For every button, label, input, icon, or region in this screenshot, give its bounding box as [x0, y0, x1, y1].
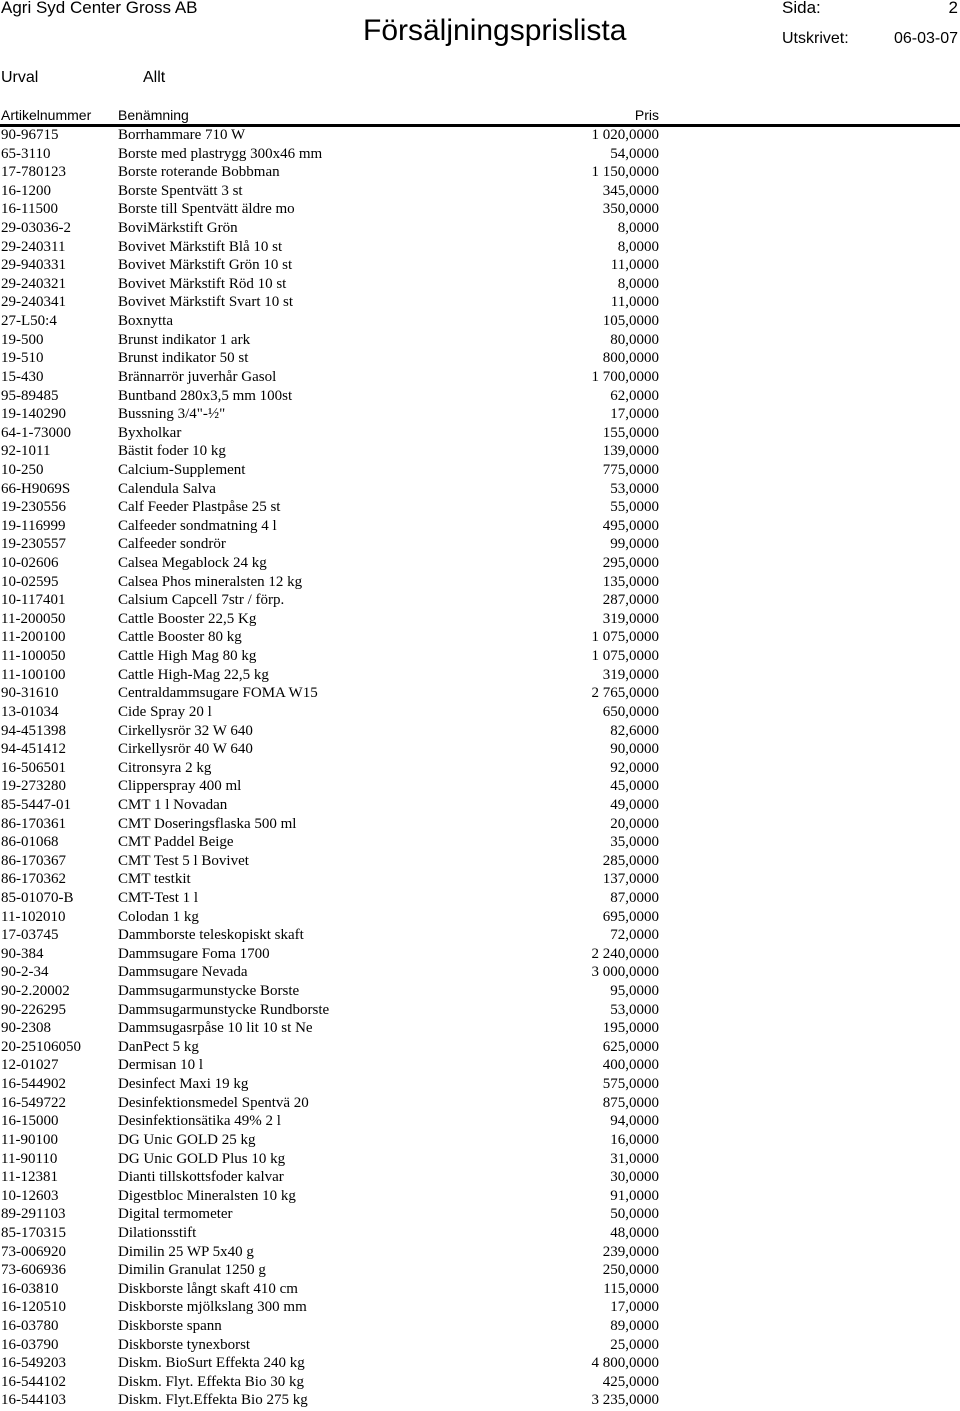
article-number: 85-5447-01 — [1, 796, 71, 813]
table-row — [0, 1131, 960, 1150]
item-price: 80,0000 — [610, 331, 659, 348]
article-number: 27-L50:4 — [1, 313, 57, 330]
item-price: 195,0000 — [602, 1020, 659, 1037]
item-price: 8,0000 — [617, 220, 659, 237]
article-number: 90-384 — [1, 945, 44, 962]
item-name: Diskborste mjölkslang 300 mm — [118, 1299, 307, 1316]
table-row — [0, 480, 960, 499]
article-number: 10-117401 — [1, 592, 66, 609]
item-price: 35,0000 — [610, 834, 659, 851]
table-row — [0, 722, 960, 741]
article-number: 64-1-73000 — [1, 424, 71, 441]
article-number: 19-116999 — [1, 517, 66, 534]
item-name: Digestbloc Mineralsten 10 kg — [118, 1187, 296, 1204]
article-number: 85-01070-B — [1, 889, 74, 906]
article-number: 13-01034 — [1, 703, 59, 720]
item-name: Brunst indikator 50 st — [118, 350, 249, 367]
item-price: 4 800,0000 — [591, 1355, 659, 1372]
article-number: 11-90100 — [1, 1131, 58, 1148]
item-name: Buntband 280x3,5 mm 100st — [118, 387, 293, 404]
company-name: Agri Syd Center Gross AB — [1, 0, 198, 17]
item-name: CMT 1 l Novadan — [118, 796, 228, 813]
item-name: Diskborste långt skaft 410 cm — [118, 1280, 298, 1297]
item-price: 49,0000 — [610, 796, 659, 813]
item-price: 1 075,0000 — [591, 629, 659, 646]
item-price: 295,0000 — [602, 555, 659, 572]
article-number: 20-25106050 — [1, 1038, 81, 1055]
article-number: 16-544902 — [1, 1076, 66, 1093]
item-price: 25,0000 — [610, 1336, 659, 1353]
table-row — [0, 666, 960, 685]
item-price: 91,0000 — [610, 1187, 659, 1204]
item-price: 115,0000 — [603, 1280, 659, 1297]
article-number: 11-200050 — [1, 610, 66, 627]
table-row — [0, 517, 960, 536]
table-row — [0, 815, 960, 834]
article-number: 12-01027 — [1, 1057, 59, 1074]
item-price: 1 075,0000 — [591, 648, 659, 665]
article-number: 10-12603 — [1, 1187, 59, 1204]
item-name: Bästit foder 10 kg — [118, 443, 226, 460]
item-price: 54,0000 — [610, 145, 659, 162]
article-number: 29-240311 — [1, 238, 66, 255]
item-name: Dermisan 10 l — [118, 1057, 203, 1074]
item-price: 425,0000 — [602, 1373, 659, 1390]
item-price: 48,0000 — [610, 1224, 659, 1241]
table-row — [0, 740, 960, 759]
table-row — [0, 535, 960, 554]
table-row — [0, 908, 960, 927]
item-name: DG Unic GOLD 25 kg — [118, 1131, 256, 1148]
item-name: DanPect 5 kg — [118, 1038, 199, 1055]
table-row — [0, 1391, 960, 1410]
item-name: Brunst indikator 1 ark — [118, 331, 251, 348]
article-number: 10-02595 — [1, 573, 59, 590]
table-row — [0, 870, 960, 889]
item-price: 575,0000 — [602, 1076, 659, 1093]
article-number: 16-506501 — [1, 759, 66, 776]
item-price: 94,0000 — [610, 1113, 659, 1130]
item-name: Cattle Booster 22,5 Kg — [118, 610, 257, 627]
table-row — [0, 145, 960, 164]
item-name: Citronsyra 2 kg — [118, 759, 212, 776]
article-number: 16-549203 — [1, 1355, 66, 1372]
item-name: Bovivet Märkstift Blå 10 st — [118, 238, 283, 255]
article-number: 19-140290 — [1, 406, 66, 423]
page-label: Sida: — [782, 0, 821, 17]
item-name: Bovivet Märkstift Röd 10 st — [118, 275, 287, 292]
article-number: 90-2-34 — [1, 964, 49, 981]
item-name: Borste med plastrygg 300x46 mm — [118, 145, 323, 162]
table-row — [0, 424, 960, 443]
item-price: 625,0000 — [602, 1038, 659, 1055]
article-number: 73-606936 — [1, 1262, 66, 1279]
article-number: 90-2308 — [1, 1020, 51, 1037]
article-number: 86-01068 — [1, 834, 59, 851]
item-name: Dammsugasrpåse 10 lit 10 st Ne — [118, 1020, 313, 1037]
table-row — [0, 628, 960, 647]
document-title: Försäljningsprislista — [363, 14, 627, 47]
table-row — [0, 963, 960, 982]
item-price: 31,0000 — [610, 1150, 659, 1167]
article-number: 11-102010 — [1, 908, 66, 925]
item-price: 239,0000 — [602, 1243, 659, 1260]
item-price: 30,0000 — [610, 1169, 659, 1186]
item-name: Diskborste spann — [118, 1318, 222, 1334]
table-row — [0, 163, 960, 182]
table-row — [0, 405, 960, 424]
item-price: 17,0000 — [610, 1299, 659, 1316]
column-header-price: Pris — [634, 107, 659, 123]
item-price: 345,0000 — [602, 182, 659, 199]
article-number: 90-2.20002 — [1, 983, 70, 1000]
item-name: Desinfektionsmedel Spentvä 20 — [118, 1094, 309, 1111]
article-number: 19-500 — [1, 331, 44, 348]
table-row — [0, 591, 960, 610]
article-number: 29-240321 — [1, 275, 66, 292]
item-price: 53,0000 — [610, 1001, 659, 1018]
item-name: CMT-Test 1 l — [118, 889, 199, 906]
item-name: Cattle Booster 80 kg — [118, 629, 242, 646]
article-number: 19-230556 — [1, 499, 66, 516]
article-number: 11-100050 — [1, 648, 66, 665]
item-name: Borste roterande Bobbman — [118, 164, 280, 181]
article-number: 16-1200 — [1, 182, 51, 199]
item-name: Calsium Capcell 7str / förp. — [118, 592, 285, 609]
item-price: 82,6000 — [610, 722, 659, 739]
item-name: Bovivet Märkstift Svart 10 st — [118, 294, 293, 311]
item-name: Dilationsstift — [118, 1224, 197, 1241]
item-price: 1 020,0000 — [591, 127, 659, 143]
item-price: 8,0000 — [617, 275, 659, 292]
article-number: 94-451398 — [1, 722, 66, 739]
article-number: 92-1011 — [1, 443, 51, 460]
item-name: Dammsugarmunstycke Rundborste — [118, 1001, 330, 1018]
item-price: 20,0000 — [610, 815, 659, 832]
article-number: 11-200100 — [1, 629, 66, 646]
item-name: Dammsugare Foma 1700 — [118, 945, 270, 962]
item-name: Bussning 3/4"-½" — [118, 406, 226, 423]
table-row — [0, 238, 960, 257]
article-number: 16-120510 — [1, 1299, 66, 1316]
item-price: 135,0000 — [602, 573, 659, 590]
item-price: 2 765,0000 — [591, 685, 659, 702]
table-row — [0, 1001, 960, 1020]
article-number: 86-170367 — [1, 852, 66, 869]
table-row — [0, 1336, 960, 1355]
item-price: 875,0000 — [602, 1094, 659, 1111]
table-row — [0, 498, 960, 517]
printed-label: Utskrivet: — [782, 30, 849, 47]
article-number: 16-15000 — [1, 1113, 59, 1130]
table-row — [0, 1112, 960, 1131]
table-row — [0, 982, 960, 1001]
page-number: 2 — [948, 0, 958, 17]
article-number: 73-006920 — [1, 1243, 66, 1260]
article-number: 86-170362 — [1, 871, 66, 888]
item-price: 53,0000 — [610, 480, 659, 497]
table-row — [0, 833, 960, 852]
item-name: Clipperspray 400 ml — [118, 778, 242, 795]
table-row — [0, 573, 960, 592]
item-name: Calsea Megablock 24 kg — [118, 555, 267, 572]
item-price: 3 000,0000 — [591, 964, 659, 981]
table-row — [0, 312, 960, 331]
table-row — [0, 293, 960, 312]
table-row — [0, 796, 960, 815]
table-row — [0, 1205, 960, 1224]
item-name: Boxnytta — [118, 313, 173, 330]
item-price: 319,0000 — [602, 666, 659, 683]
item-price: 650,0000 — [602, 703, 659, 720]
item-name: BoviMärkstift Grön — [118, 220, 238, 237]
article-number: 15-430 — [1, 368, 44, 385]
item-price: 137,0000 — [602, 871, 659, 888]
article-number: 94-451412 — [1, 741, 66, 758]
item-name: Cattle High Mag 80 kg — [118, 648, 257, 665]
table-row — [0, 703, 960, 722]
item-price: 3 235,0000 — [591, 1392, 659, 1409]
item-name: Borrhammare 710 W — [118, 127, 246, 143]
item-name: Diskm. Flyt. Effekta Bio 30 kg — [118, 1373, 304, 1390]
table-row — [0, 945, 960, 964]
item-name: Borste till Spentvätt äldre mo — [118, 201, 295, 218]
article-number: 17-780123 — [1, 164, 66, 181]
item-name: Calf Feeder Plastpåse 25 st — [118, 499, 281, 516]
column-header-name: Benämning — [118, 107, 189, 123]
item-price: 695,0000 — [602, 908, 659, 925]
item-price: 72,0000 — [610, 927, 659, 944]
item-name: CMT testkit — [118, 871, 191, 888]
item-price: 139,0000 — [602, 443, 659, 460]
article-number: 16-544102 — [1, 1373, 66, 1390]
price-table — [0, 126, 960, 1410]
table-row — [0, 1094, 960, 1113]
table-row — [0, 1373, 960, 1392]
item-name: Dammborste teleskopiskt skaft — [118, 927, 304, 944]
item-price: 400,0000 — [602, 1057, 659, 1074]
article-number: 16-03810 — [1, 1280, 59, 1297]
item-name: Digital termometer — [118, 1206, 233, 1223]
table-row — [0, 1280, 960, 1299]
article-number: 16-11500 — [1, 201, 58, 218]
article-number: 17-03745 — [1, 927, 59, 944]
item-name: Cide Spray 20 l — [118, 703, 212, 720]
table-row — [0, 1354, 960, 1373]
item-name: Byxholkar — [118, 424, 182, 441]
item-name: DG Unic GOLD Plus 10 kg — [118, 1150, 286, 1167]
item-price: 495,0000 — [602, 517, 659, 534]
table-row — [0, 1298, 960, 1317]
table-row — [0, 349, 960, 368]
item-name: CMT Doseringsflaska 500 ml — [118, 815, 297, 832]
item-price: 50,0000 — [610, 1206, 659, 1223]
item-name: Desinfektionsätika 49% 2 l — [118, 1113, 281, 1130]
item-name: Dimilin Granulat 1250 g — [118, 1262, 266, 1279]
item-price: 350,0000 — [602, 201, 659, 218]
table-row — [0, 1243, 960, 1262]
item-name: Calendula Salva — [118, 480, 216, 497]
table-row — [0, 182, 960, 201]
article-number: 95-89485 — [1, 387, 59, 404]
item-name: Centraldammsugare FOMA W15 — [118, 685, 318, 702]
table-row — [0, 759, 960, 778]
item-price: 155,0000 — [602, 424, 659, 441]
item-name: Dimilin 25 WP 5x40 g — [118, 1243, 254, 1260]
article-number: 29-940331 — [1, 257, 66, 274]
article-number: 86-170361 — [1, 815, 66, 832]
table-row — [0, 1075, 960, 1094]
table-row — [0, 126, 960, 145]
item-price: 775,0000 — [602, 461, 659, 478]
table-row — [0, 647, 960, 666]
article-number: 19-230557 — [1, 536, 66, 553]
article-number: 16-03780 — [1, 1318, 59, 1334]
item-price: 800,0000 — [602, 350, 659, 367]
article-number: 66-H9069S — [1, 480, 71, 497]
selection-value: Allt — [143, 69, 166, 86]
article-number: 65-3110 — [1, 145, 51, 162]
table-row — [0, 1038, 960, 1057]
table-row — [0, 610, 960, 629]
table-row — [0, 1150, 960, 1169]
table-row — [0, 684, 960, 703]
article-number: 10-02606 — [1, 555, 59, 572]
article-number: 89-291103 — [1, 1206, 66, 1223]
article-number: 90-31610 — [1, 685, 59, 702]
table-row — [0, 1261, 960, 1280]
item-price: 2 240,0000 — [591, 945, 659, 962]
article-number: 11-100100 — [1, 666, 66, 683]
item-price: 16,0000 — [610, 1131, 659, 1148]
item-name: Diskborste tynexborst — [118, 1336, 251, 1353]
article-number: 16-544103 — [1, 1392, 66, 1409]
table-row — [0, 1019, 960, 1038]
table-row — [0, 200, 960, 219]
item-price: 287,0000 — [602, 592, 659, 609]
item-name: Dammsugare Nevada — [118, 964, 248, 981]
table-row — [0, 1168, 960, 1187]
article-number: 90-96715 — [1, 127, 59, 143]
table-row — [0, 554, 960, 573]
article-number: 29-03036-2 — [1, 220, 71, 237]
item-price: 89,0000 — [610, 1318, 659, 1334]
item-price: 55,0000 — [610, 499, 659, 516]
item-price: 285,0000 — [602, 852, 659, 869]
item-price: 99,0000 — [610, 536, 659, 553]
table-row — [0, 387, 960, 406]
table-row — [0, 1317, 960, 1336]
item-name: Brännarrör juverhår Gasol — [118, 368, 277, 385]
item-name: Calfeeder sondrör — [118, 536, 226, 553]
table-row — [0, 256, 960, 275]
item-price: 92,0000 — [610, 759, 659, 776]
item-name: Cirkellysrör 32 W 640 — [118, 722, 253, 739]
article-number: 10-250 — [1, 461, 44, 478]
item-name: CMT Test 5 l Bovivet — [118, 852, 249, 869]
selection-label: Urval — [1, 69, 39, 86]
item-name: Colodan 1 kg — [118, 908, 199, 925]
article-number: 90-226295 — [1, 1001, 66, 1018]
item-name: Dianti tillskottsfoder kalvar — [118, 1169, 284, 1186]
table-row — [0, 461, 960, 480]
table-row — [0, 889, 960, 908]
table-row — [0, 275, 960, 294]
item-price: 17,0000 — [610, 406, 659, 423]
item-name: Dammsugarmunstycke Borste — [118, 983, 300, 1000]
item-price: 11,0000 — [610, 257, 659, 274]
item-price: 1 700,0000 — [591, 368, 659, 385]
article-number: 11-90110 — [1, 1150, 58, 1167]
article-number: 11-12381 — [1, 1169, 58, 1186]
item-price: 250,0000 — [602, 1262, 659, 1279]
item-name: Cattle High-Mag 22,5 kg — [118, 666, 269, 683]
printed-date: 06-03-07 — [893, 30, 958, 47]
article-number: 19-510 — [1, 350, 44, 367]
item-name: Desinfect Maxi 19 kg — [118, 1076, 249, 1093]
item-price: 8,0000 — [617, 238, 659, 255]
article-number: 29-240341 — [1, 294, 66, 311]
table-row — [0, 219, 960, 238]
item-name: Cirkellysrör 40 W 640 — [118, 741, 253, 758]
table-row — [0, 368, 960, 387]
item-name: CMT Paddel Beige — [118, 834, 234, 851]
table-row — [0, 331, 960, 350]
article-number: 85-170315 — [1, 1224, 66, 1241]
article-number: 16-03790 — [1, 1336, 59, 1353]
item-price: 95,0000 — [610, 983, 659, 1000]
item-name: Bovivet Märkstift Grön 10 st — [118, 257, 293, 274]
item-price: 87,0000 — [610, 889, 659, 906]
table-row — [0, 1187, 960, 1206]
item-name: Diskm. BioSurt Effekta 240 kg — [118, 1355, 305, 1372]
article-number: 16-549722 — [1, 1094, 66, 1111]
table-row — [0, 777, 960, 796]
table-row — [0, 852, 960, 871]
table-row — [0, 442, 960, 461]
article-number: 19-273280 — [1, 778, 66, 795]
item-price: 1 150,0000 — [591, 164, 659, 181]
item-name: Calfeeder sondmatning 4 l — [118, 517, 277, 534]
item-name: Borste Spentvätt 3 st — [118, 182, 243, 199]
item-price: 45,0000 — [610, 778, 659, 795]
table-row — [0, 926, 960, 945]
item-name: Calsea Phos mineralsten 12 kg — [118, 573, 303, 590]
item-name: Diskm. Flyt.Effekta Bio 275 kg — [118, 1392, 308, 1409]
column-header-article: Artikelnummer — [1, 107, 92, 123]
item-price: 105,0000 — [602, 313, 659, 330]
item-price: 62,0000 — [610, 387, 659, 404]
item-price: 319,0000 — [602, 610, 659, 627]
table-row — [0, 1224, 960, 1243]
item-price: 11,0000 — [610, 294, 659, 311]
table-row — [0, 1056, 960, 1075]
item-name: Calcium-Supplement — [118, 461, 246, 478]
item-price: 90,0000 — [610, 741, 659, 758]
